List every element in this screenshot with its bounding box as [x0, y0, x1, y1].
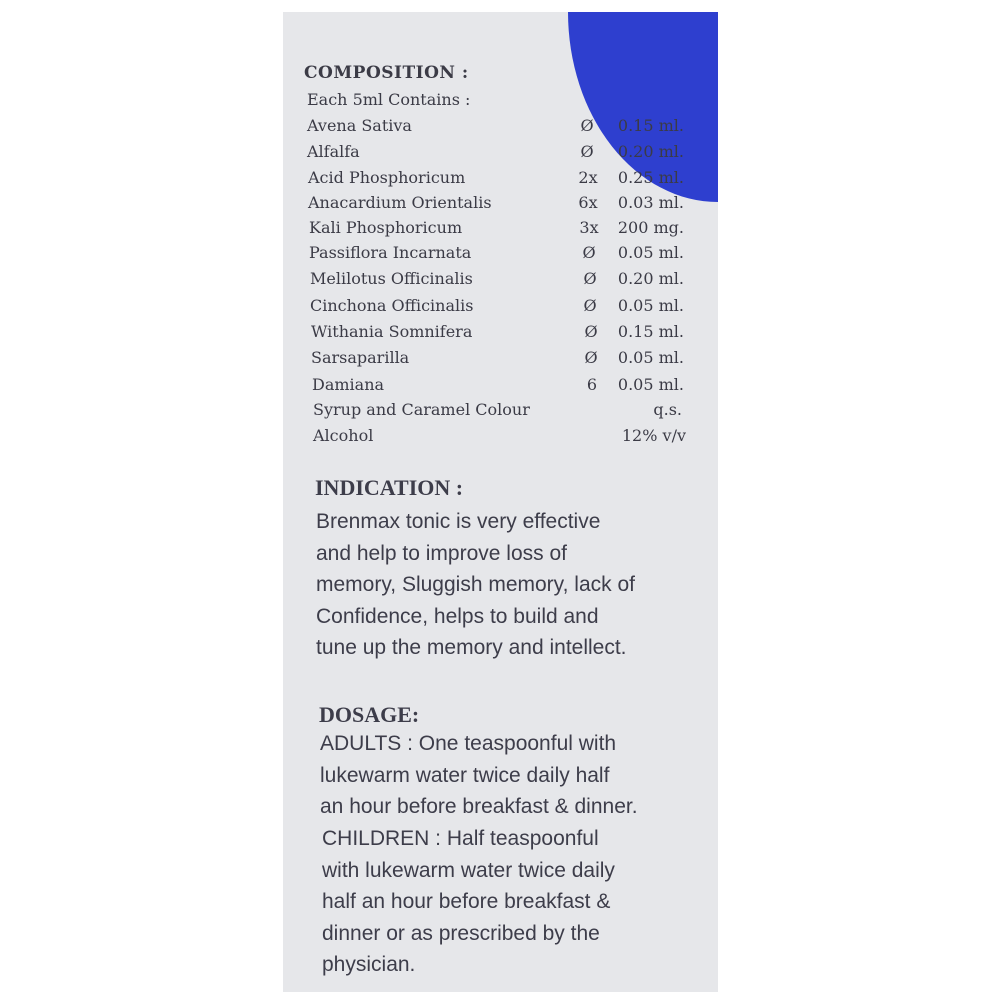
dosage-children-line: dinner or as prescribed by the: [322, 921, 600, 945]
composition-row: [311, 348, 684, 370]
indication-line: memory, Sluggish memory, lack of: [316, 573, 635, 596]
ingredient-quantity: 0.03 ml.: [617, 193, 684, 212]
composition-subheading: Each 5ml Contains :: [307, 90, 471, 109]
composition-row: [307, 116, 684, 138]
dosage-adults-text: [320, 728, 638, 823]
ingredient-name: Anacardium Orientalis: [308, 193, 492, 212]
indication-line: Confidence, helps to build and: [316, 604, 599, 628]
ingredient-quantity: 0.15 ml.: [617, 116, 684, 135]
ingredient-quantity: 0.05 ml.: [617, 296, 684, 315]
ingredient-name: Alcohol: [313, 426, 374, 445]
dosage-children-line: half an hour before breakfast &: [322, 890, 611, 913]
composition-row: [308, 193, 684, 215]
ingredient-potency: Ø: [584, 322, 598, 341]
indication-line: and help to improve loss of: [316, 541, 567, 565]
dosage-adults-line: an hour before breakfast & dinner.: [320, 795, 638, 818]
ingredient-name: Damiana: [312, 375, 385, 394]
indication-line: tune up the memory and intellect.: [316, 636, 627, 659]
composition-row: [310, 296, 684, 318]
ingredient-name: Withania Somnifera: [311, 322, 473, 341]
ingredient-potency: 6: [586, 375, 598, 394]
ingredient-name: Cinchona Officinalis: [310, 296, 474, 315]
ingredient-quantity: 12% v/v: [621, 426, 686, 445]
ingredient-name: Melilotus Officinalis: [310, 269, 473, 288]
dosage-adults-line: lukewarm water twice daily half: [320, 763, 610, 787]
ingredient-potency: Ø: [580, 116, 594, 135]
ingredient-potency: Ø: [580, 142, 594, 161]
ingredient-potency: Ø: [583, 296, 597, 315]
dosage-children-line: physician.: [322, 953, 416, 976]
ingredient-quantity: q.s.: [653, 400, 682, 419]
composition-row: [309, 243, 684, 265]
composition-heading: COMPOSITION :: [304, 63, 469, 83]
indication-heading: INDICATION :: [315, 475, 464, 500]
ingredient-quantity: 200 mg.: [617, 218, 684, 237]
indication-line: Brenmax tonic is very effective: [316, 510, 601, 533]
ingredient-name: Passiflora Incarnata: [309, 243, 472, 262]
composition-row: [313, 426, 686, 448]
ingredient-quantity: 0.05 ml.: [617, 375, 684, 394]
ingredient-name: Syrup and Caramel Colour: [313, 400, 530, 419]
composition-row: [309, 218, 684, 240]
ingredient-quantity: 0.05 ml.: [617, 348, 684, 367]
ingredient-name: Sarsaparilla: [311, 348, 410, 367]
ingredient-potency: Ø: [584, 348, 598, 367]
dosage-children-line: with lukewarm water twice daily: [322, 858, 615, 882]
ingredient-quantity: 0.15 ml.: [617, 322, 684, 341]
composition-row: [307, 142, 684, 164]
ingredient-name: Kali Phosphoricum: [309, 218, 463, 237]
ingredient-name: Avena Sativa: [307, 116, 412, 135]
dosage-heading: DOSAGE:: [319, 702, 420, 727]
ingredient-potency: 2x: [578, 168, 598, 187]
ingredient-quantity: 0.05 ml.: [617, 243, 684, 262]
indication-text: [316, 506, 635, 664]
dosage-children-line: CHILDREN : Half teaspoonful: [322, 827, 599, 850]
ingredient-quantity: 0.20 ml.: [617, 269, 684, 288]
ingredient-potency: 3x: [579, 218, 599, 237]
ingredient-name: Alfalfa: [307, 142, 360, 161]
ingredient-potency: Ø: [583, 269, 597, 288]
ingredient-potency: Ø: [582, 243, 596, 262]
composition-row: [311, 322, 684, 344]
ingredient-potency: 6x: [578, 193, 598, 212]
ingredient-quantity: 0.20 ml.: [617, 142, 684, 161]
composition-row: [313, 400, 682, 422]
composition-row: [312, 375, 684, 397]
composition-row: [308, 168, 684, 190]
dosage-adults-line: ADULTS : One teaspoonful with: [320, 732, 617, 755]
dosage-children-text: [322, 823, 615, 981]
ingredient-name: Acid Phosphoricum: [308, 168, 466, 187]
composition-row: [310, 269, 684, 291]
ingredient-quantity: 0.25 ml.: [617, 168, 684, 187]
